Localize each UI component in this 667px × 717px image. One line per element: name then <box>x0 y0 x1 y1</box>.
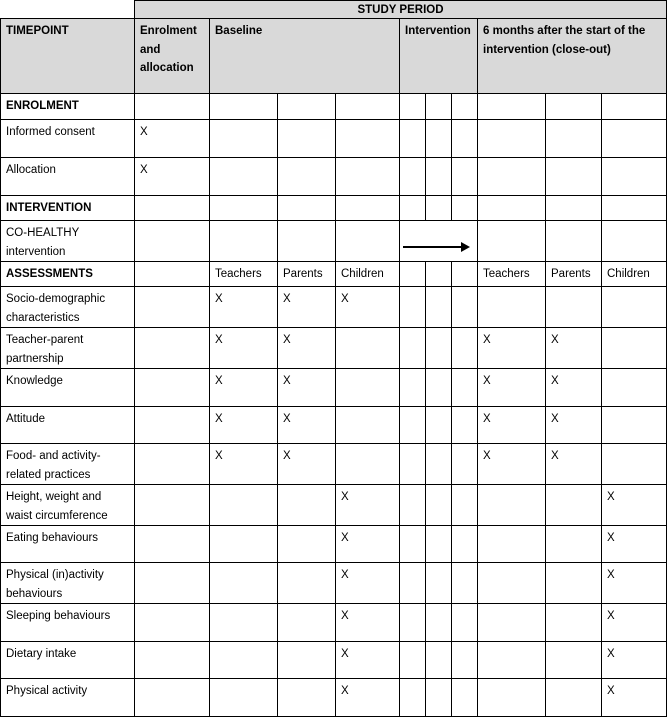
empty-cell <box>400 563 426 604</box>
section-label: ENROLMENT <box>1 94 135 120</box>
mark-cell: X <box>336 287 400 328</box>
group-label: Children <box>336 262 400 287</box>
mark-cell: X <box>210 369 278 407</box>
empty-cell <box>546 221 602 262</box>
empty-cell <box>135 287 210 328</box>
mark-cell: X <box>478 444 546 485</box>
empty-cell <box>426 485 452 526</box>
empty-cell <box>400 262 426 287</box>
mark-cell <box>336 328 400 369</box>
empty-cell <box>278 120 336 158</box>
mark-cell: X <box>602 642 667 679</box>
assessment-row <box>1 369 667 407</box>
empty-cell <box>400 407 426 444</box>
arrow-head <box>461 242 470 252</box>
empty-cell <box>478 120 546 158</box>
row-label: CO-HEALTHY intervention <box>1 221 135 262</box>
empty-cell <box>278 158 336 196</box>
assessment-row <box>1 604 667 642</box>
empty-cell <box>336 221 400 262</box>
empty-cell <box>452 287 478 328</box>
mark-cell <box>546 485 602 526</box>
mark-cell <box>210 642 278 679</box>
mark-cell <box>336 444 400 485</box>
row-label: Allocation <box>1 158 135 196</box>
group-label: Children <box>602 262 667 287</box>
mark-cell <box>278 563 336 604</box>
empty-cell <box>336 158 400 196</box>
mark-cell: X <box>336 604 400 642</box>
empty-cell <box>135 196 210 221</box>
mark-cell <box>602 407 667 444</box>
empty-cell <box>452 328 478 369</box>
empty-cell <box>452 563 478 604</box>
empty-cell <box>546 158 602 196</box>
empty-cell <box>135 328 210 369</box>
mark-cell: X <box>210 444 278 485</box>
empty-cell <box>400 120 426 158</box>
assessment-row <box>1 287 667 328</box>
mark-cell: X <box>278 287 336 328</box>
empty-cell <box>135 526 210 563</box>
empty-cell <box>400 369 426 407</box>
mark-cell: X <box>336 485 400 526</box>
section-row <box>1 262 667 287</box>
empty-cell <box>135 262 210 287</box>
mark-cell <box>602 369 667 407</box>
empty-cell <box>400 642 426 679</box>
mark-cell <box>546 287 602 328</box>
mark-cell: X <box>135 158 210 196</box>
empty-cell <box>452 604 478 642</box>
mark-cell <box>210 526 278 563</box>
section-row <box>1 94 667 120</box>
empty-cell <box>400 94 426 120</box>
empty-cell <box>336 120 400 158</box>
empty-cell <box>426 262 452 287</box>
section-label: INTERVENTION <box>1 196 135 221</box>
empty-cell <box>135 485 210 526</box>
empty-cell <box>478 94 546 120</box>
assessment-label: Attitude <box>1 407 135 444</box>
empty-cell <box>426 287 452 328</box>
empty-cell <box>546 94 602 120</box>
mark-cell: X <box>602 526 667 563</box>
mark-cell <box>278 485 336 526</box>
assessment-label: Physical activity <box>1 679 135 717</box>
empty-cell <box>278 196 336 221</box>
empty-cell <box>426 120 452 158</box>
empty-cell <box>426 526 452 563</box>
empty-cell <box>135 604 210 642</box>
empty-cell <box>452 642 478 679</box>
empty-cell <box>602 196 667 221</box>
mark-cell <box>546 642 602 679</box>
assessment-label: Food- and activity-related practices <box>1 444 135 485</box>
empty-cell <box>400 485 426 526</box>
mark-cell <box>278 642 336 679</box>
mark-cell <box>478 642 546 679</box>
empty-cell <box>426 94 452 120</box>
empty-cell <box>135 94 210 120</box>
mark-cell <box>278 604 336 642</box>
mark-cell <box>278 526 336 563</box>
assessment-row <box>1 407 667 444</box>
mark-cell: X <box>210 407 278 444</box>
empty-cell <box>336 94 400 120</box>
baseline-header: Baseline <box>210 19 400 94</box>
empty-cell <box>452 158 478 196</box>
empty-cell <box>135 444 210 485</box>
table-row <box>1 221 667 262</box>
mark-cell <box>478 287 546 328</box>
mark-cell: X <box>210 328 278 369</box>
mark-cell <box>478 485 546 526</box>
mark-cell: X <box>546 407 602 444</box>
table-row <box>1 158 667 196</box>
enrolment-header: Enrolment and allocation <box>135 19 210 94</box>
empty-cell <box>452 120 478 158</box>
closeout-header: 6 months after the start of the intervention (close-out) <box>478 19 667 94</box>
mark-cell: X <box>546 328 602 369</box>
empty-cell <box>546 120 602 158</box>
empty-cell <box>546 196 602 221</box>
mark-cell <box>602 328 667 369</box>
empty-cell <box>400 604 426 642</box>
assessment-row <box>1 526 667 563</box>
mark-cell: X <box>602 679 667 717</box>
empty-cell <box>452 196 478 221</box>
empty-cell <box>478 158 546 196</box>
mark-cell <box>210 604 278 642</box>
assessment-row <box>1 642 667 679</box>
empty-cell <box>426 444 452 485</box>
empty-cell <box>210 94 278 120</box>
mark-cell: X <box>478 407 546 444</box>
assessment-row <box>1 444 667 485</box>
empty-cell <box>602 158 667 196</box>
empty-cell <box>426 563 452 604</box>
group-label: Parents <box>278 262 336 287</box>
empty-cell <box>210 158 278 196</box>
mark-cell: X <box>278 369 336 407</box>
empty-cell <box>478 221 546 262</box>
empty-cell <box>135 369 210 407</box>
empty-cell <box>426 642 452 679</box>
empty-cell <box>135 563 210 604</box>
table-row <box>1 120 667 158</box>
mark-cell <box>546 604 602 642</box>
mark-cell <box>336 407 400 444</box>
mark-cell <box>602 444 667 485</box>
corner-cell <box>1 1 135 19</box>
empty-cell <box>426 369 452 407</box>
intervention-period-cell <box>400 221 478 262</box>
empty-cell <box>602 94 667 120</box>
empty-cell <box>336 196 400 221</box>
timepoint-header: TIMEPOINT <box>1 19 135 94</box>
assessment-label: Sleeping behaviours <box>1 604 135 642</box>
empty-cell <box>135 642 210 679</box>
mark-cell: X <box>602 485 667 526</box>
mark-cell: X <box>278 328 336 369</box>
mark-cell: X <box>336 526 400 563</box>
empty-cell <box>426 196 452 221</box>
empty-cell <box>400 444 426 485</box>
empty-cell <box>278 221 336 262</box>
assessment-label: Eating behaviours <box>1 526 135 563</box>
mark-cell: X <box>546 369 602 407</box>
empty-cell <box>426 604 452 642</box>
mark-cell: X <box>135 120 210 158</box>
empty-cell <box>135 407 210 444</box>
mark-cell <box>210 485 278 526</box>
mark-cell: X <box>278 444 336 485</box>
empty-cell <box>452 444 478 485</box>
assessment-label: Socio-demographic characteristics <box>1 287 135 328</box>
empty-cell <box>400 196 426 221</box>
assessment-label: Knowledge <box>1 369 135 407</box>
assessment-row <box>1 485 667 526</box>
mark-cell <box>210 563 278 604</box>
study-period-header: STUDY PERIOD <box>135 1 667 19</box>
empty-cell <box>452 407 478 444</box>
arrow-right-icon <box>405 238 472 256</box>
empty-cell <box>452 262 478 287</box>
assessment-label: Dietary intake <box>1 642 135 679</box>
empty-cell <box>426 407 452 444</box>
mark-cell: X <box>336 563 400 604</box>
assessment-row <box>1 563 667 604</box>
empty-cell <box>452 485 478 526</box>
empty-cell <box>210 120 278 158</box>
empty-cell <box>602 221 667 262</box>
empty-cell <box>452 94 478 120</box>
empty-cell <box>452 369 478 407</box>
empty-cell <box>210 196 278 221</box>
mark-cell: X <box>478 369 546 407</box>
group-label: Parents <box>546 262 602 287</box>
mark-cell <box>546 563 602 604</box>
empty-cell <box>400 287 426 328</box>
group-label: Teachers <box>478 262 546 287</box>
assessment-label: Physical (in)activity behaviours <box>1 563 135 604</box>
mark-cell <box>478 563 546 604</box>
empty-cell <box>400 526 426 563</box>
empty-cell <box>426 328 452 369</box>
empty-cell <box>478 196 546 221</box>
section-label: ASSESSMENTS <box>1 262 135 287</box>
empty-cell <box>278 94 336 120</box>
assessment-label: Teacher-parent partnership <box>1 328 135 369</box>
assessment-label: Height, weight and waist circumference <box>1 485 135 526</box>
empty-cell <box>400 158 426 196</box>
row-label: Informed consent <box>1 120 135 158</box>
mark-cell: X <box>278 407 336 444</box>
mark-cell <box>546 526 602 563</box>
empty-cell <box>135 221 210 262</box>
group-label: Teachers <box>210 262 278 287</box>
mark-cell: X <box>602 563 667 604</box>
mark-cell <box>336 369 400 407</box>
mark-cell <box>602 287 667 328</box>
mark-cell: X <box>336 679 400 717</box>
arrow-shaft <box>403 246 462 248</box>
mark-cell <box>478 604 546 642</box>
intervention-header: Intervention <box>400 19 478 94</box>
mark-cell: X <box>546 444 602 485</box>
mark-cell: X <box>478 328 546 369</box>
mark-cell: X <box>602 604 667 642</box>
section-row <box>1 196 667 221</box>
empty-cell <box>426 158 452 196</box>
mark-cell: X <box>336 642 400 679</box>
empty-cell <box>602 120 667 158</box>
mark-cell <box>478 526 546 563</box>
empty-cell <box>400 328 426 369</box>
assessment-row <box>1 328 667 369</box>
empty-cell <box>210 221 278 262</box>
empty-cell <box>452 526 478 563</box>
mark-cell: X <box>210 287 278 328</box>
